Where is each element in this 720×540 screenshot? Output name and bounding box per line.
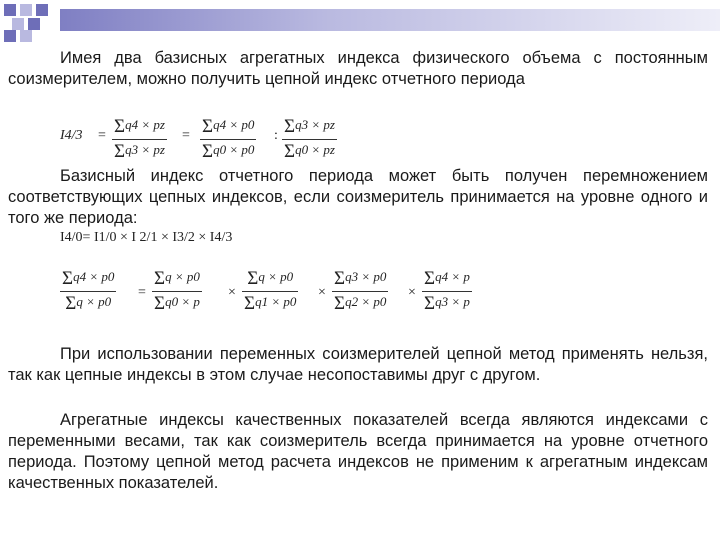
- fraction-g1-numerator: q4 × p0: [73, 269, 115, 284]
- formula-chain-index: [60, 116, 390, 162]
- fraction-2: $\frac{\Sigma q4 \times p0}{\Sigma q0 \times p0}$: [202, 116, 255, 162]
- fraction-2-numerator: q4 × p0: [213, 117, 255, 132]
- fraction-3-denominator: q0 × pz: [295, 142, 335, 157]
- equals-sign: =: [138, 285, 146, 300]
- fraction-g1: $\frac{\Sigma q4 \times p0}{\Sigma q \times p0}$: [62, 268, 115, 314]
- slide-header-decoration: [0, 0, 720, 40]
- decor-square: [20, 4, 32, 16]
- paragraph-2: Базисный индекс отчетного периода может быть получен перемножением соответствующих цепных индексов, если соизмеритель принимается на уровне одного и того же периода:: [8, 167, 708, 227]
- fraction-g2: $\frac{\Sigma q \times p0}{\Sigma q0 \times p}$: [154, 268, 200, 314]
- decor-square: [20, 30, 32, 42]
- fraction-g4-numerator: q3 × p0: [345, 269, 387, 284]
- paragraph-3: При использовании переменных соизмерителей цепной метод применять нельзя, так как цепные индексы в этом случае несопоставимы друг с другом.: [8, 345, 708, 384]
- fraction-g5-numerator: q4 × p: [435, 269, 470, 284]
- fraction-g4: $\frac{\Sigma q3 \times p0}{\Sigma q2 \times p0}$: [334, 268, 387, 314]
- equals-sign: =: [182, 128, 190, 143]
- fraction-2-denominator: q0 × p0: [213, 142, 255, 157]
- chain-product-formula: I4/0= I1/0 × I 2/1 × I3/2 × I4/3: [60, 230, 233, 245]
- fraction-3-numerator: q3 × pz: [295, 117, 335, 132]
- fraction-g3: $\frac{\Sigma q \times p0}{\Sigma q1 \times p0}$: [244, 268, 297, 314]
- fraction-g3-denominator: q1 × p0: [255, 294, 297, 309]
- multiply-sign: ×: [408, 285, 416, 300]
- fraction-g5-denominator: q3 × p: [435, 294, 470, 309]
- fraction-1: $\frac{\Sigma q4 \times pz}{\Sigma q3 \times pz}$: [114, 116, 165, 162]
- multiply-sign: ×: [318, 285, 326, 300]
- fraction-g4-denominator: q2 × p0: [345, 294, 387, 309]
- fraction-g5: $\frac{\Sigma q4 \times p}{\Sigma q3 \times p}$: [424, 268, 470, 314]
- decor-square: [4, 30, 16, 42]
- fraction-1-denominator: q3 × pz: [125, 142, 165, 157]
- decor-square: [36, 4, 48, 16]
- paragraph-1: Имея два базисных агрегатных индекса физического объема с постоянным соизмерителем, можно получить цепной индекс отчетного периода: [8, 49, 708, 88]
- decor-square: [12, 18, 24, 30]
- fraction-g2-numerator: q × p0: [165, 269, 200, 284]
- fraction-1-numerator: q4 × pz: [125, 117, 165, 132]
- formula-base-index-product: [60, 268, 520, 324]
- paragraph-4: Агрегатные индексы качественных показателей всегда являются индексами с переменными весами, так как соизмеритель всегда принимается на уровне отчетного периода. Поэтому цепной метод расчета индексов не применим к агрегатным индексам качественных показателей.: [8, 411, 708, 492]
- fraction-g1-denominator: q × p0: [76, 294, 112, 309]
- decor-square: [28, 18, 40, 30]
- fraction-g2-denominator: q0 × p: [165, 294, 200, 309]
- fraction-3: $\frac{\Sigma q3 \times pz}{\Sigma q0 \times pz}$: [284, 116, 335, 162]
- header-gradient-bar: [60, 9, 720, 31]
- fraction-g3-numerator: q × p0: [258, 269, 294, 284]
- equals-sign: =: [98, 128, 106, 143]
- decor-square: [4, 4, 16, 16]
- division-sign: :: [274, 128, 278, 143]
- multiply-sign: ×: [228, 285, 236, 300]
- index-label: I4/3: [60, 128, 83, 143]
